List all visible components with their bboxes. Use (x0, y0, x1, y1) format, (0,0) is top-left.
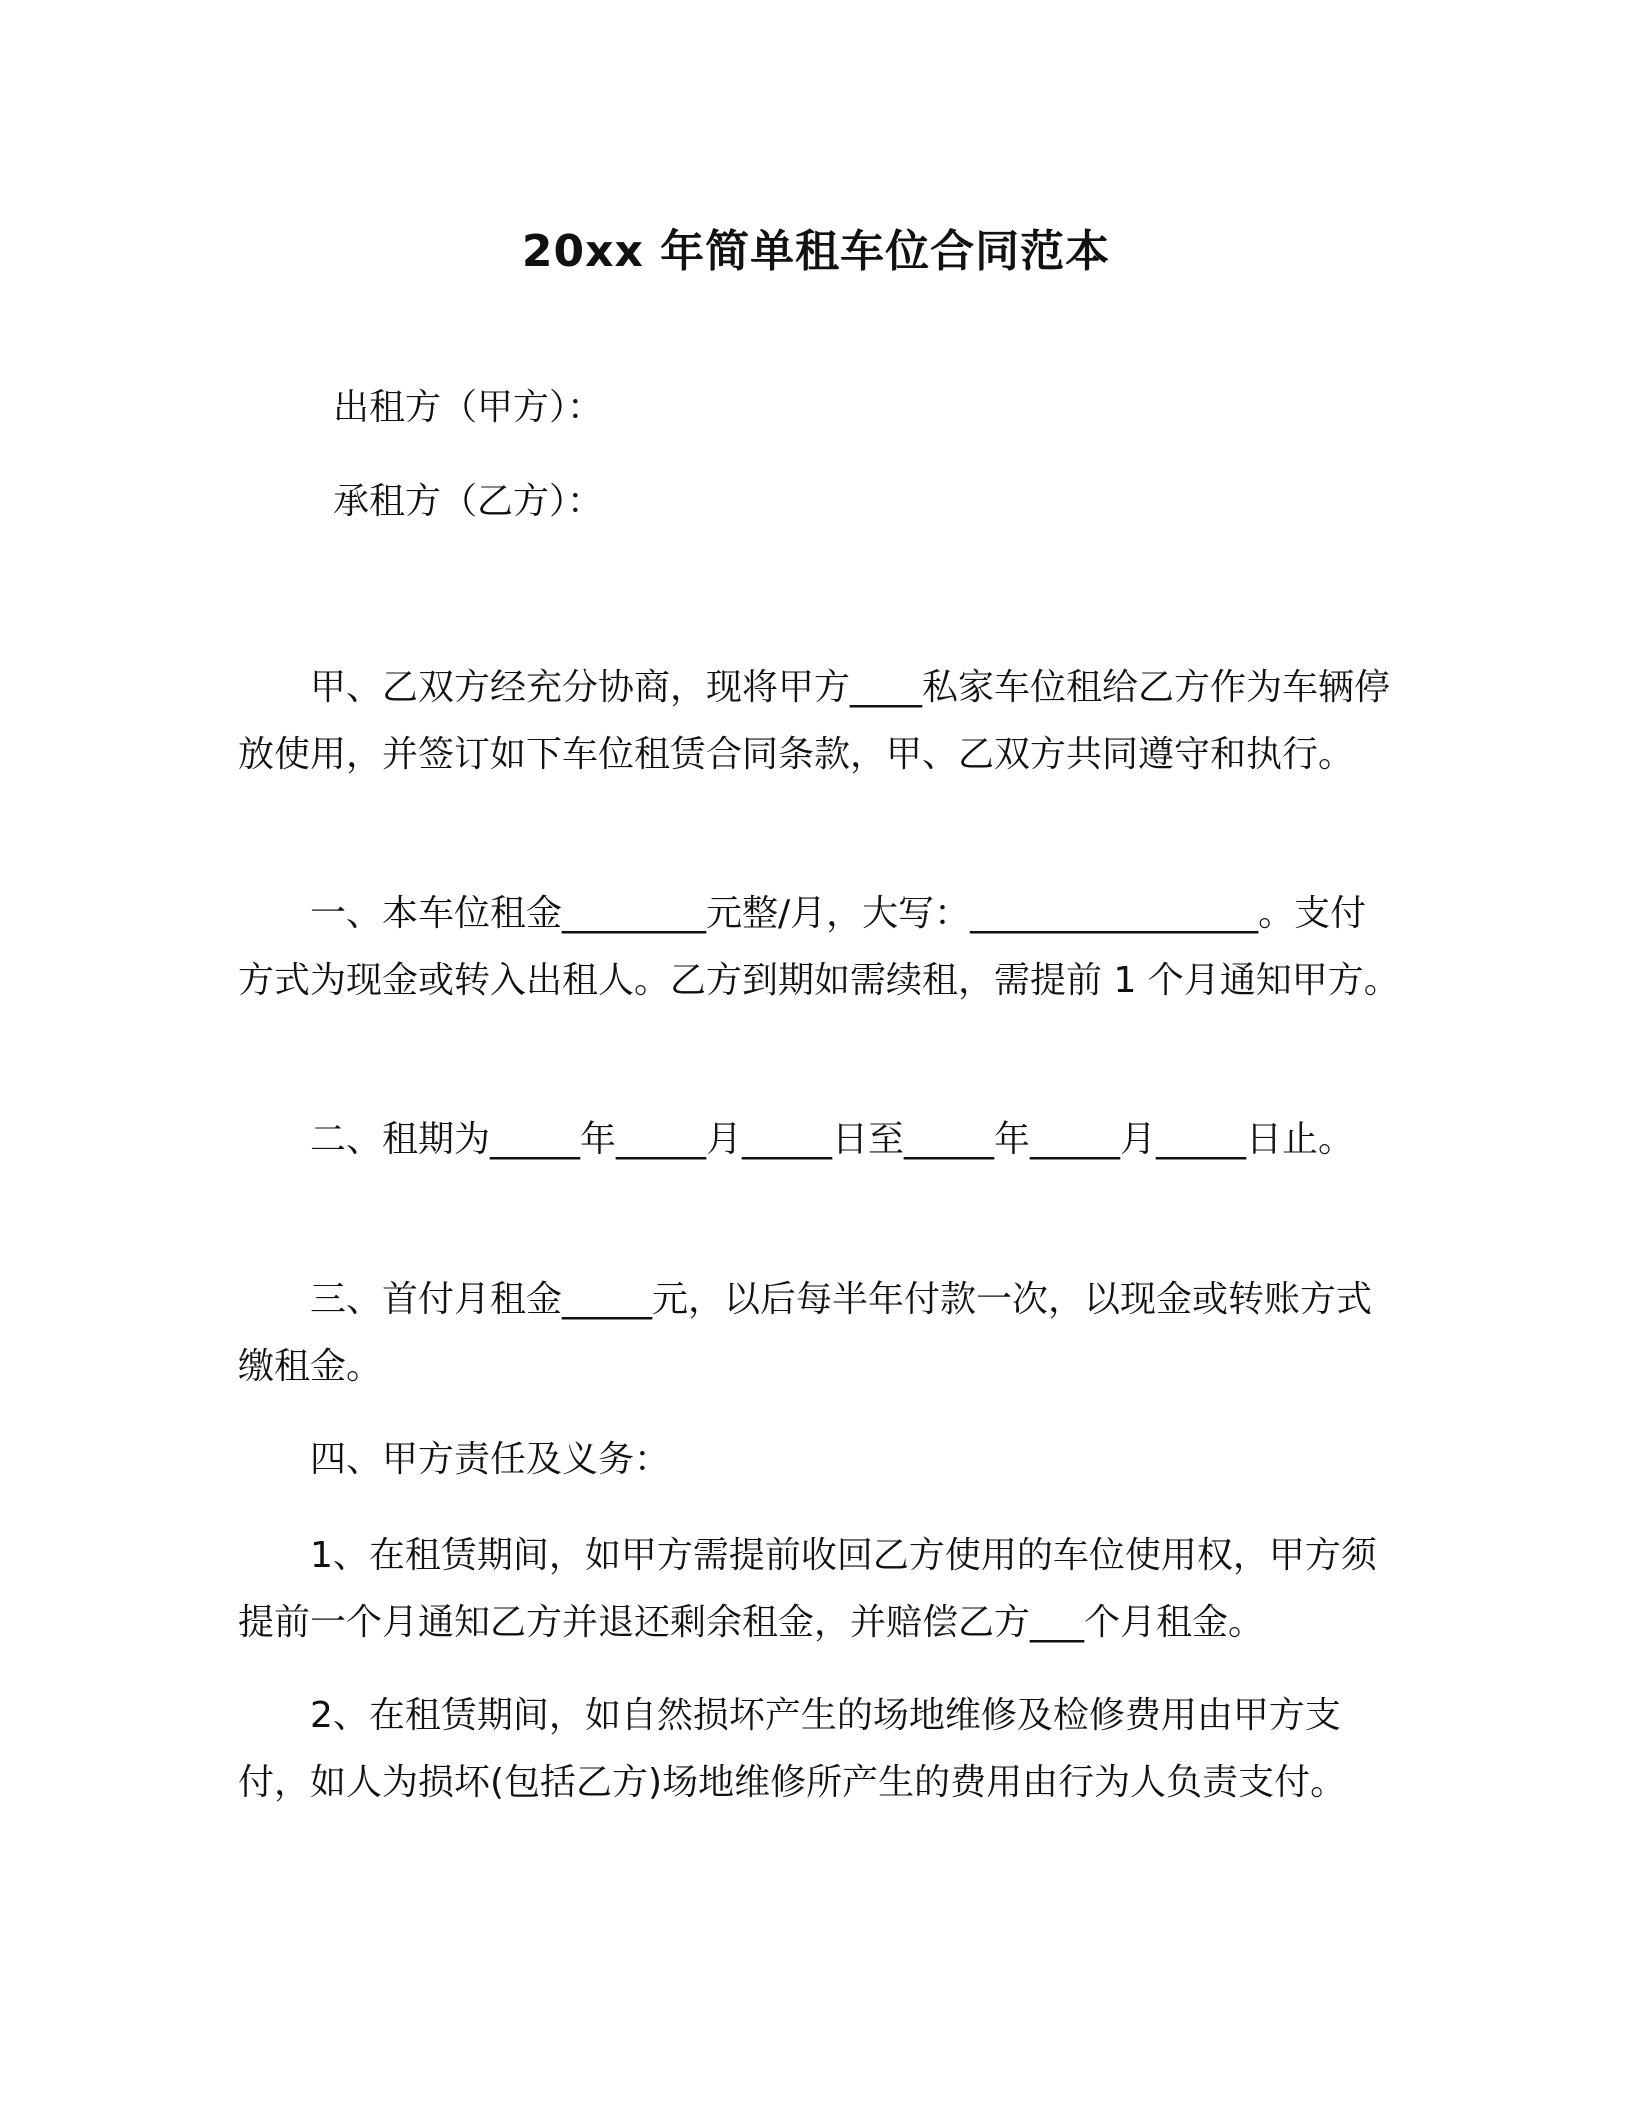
clause-lessor-duty-1: 1、在租赁期间，如甲方需提前收回乙方使用的车位使用权，甲方须提前一个月通知乙方并退还剩余租金，并赔偿乙方___个月租金。 (238, 1535, 1377, 1643)
document-title: 20xx 年简单租车位合同范本 (521, 226, 1111, 277)
clause-lessor-duties-heading: 四、甲方责任及义务： (310, 1439, 671, 1480)
lessee-line: 承租方（乙方）： (333, 481, 604, 522)
clause-payment: 三、首付月租金_____元，以后每半年付款一次，以现金或转账方式缴租金。 (238, 1279, 1373, 1387)
lessor-line: 出租方（甲方）： (333, 387, 604, 428)
clause-rent: 一、本车位租金________元整/月，大写：________________。支付方式为现金或转入出租人。乙方到期如需续租，需提前 1 个月通知甲方。 (238, 893, 1400, 1001)
intro-paragraph: 甲、乙双方经充分协商，现将甲方____私家车位租给乙方作为车辆停放使用，并签订如下车位租赁合同条款，甲、乙双方共同遵守和执行。 (238, 667, 1391, 775)
clause-lessor-duty-2: 2、在租赁期间，如自然损坏产生的场地维修及检修费用由甲方支付，如人为损坏(包括乙方)场地维修所产生的费用由行为人负责支付。 (238, 1695, 1347, 1803)
clause-term: 二、租期为_____年_____月_____日至_____年_____月_____日止。 (310, 1119, 1355, 1160)
